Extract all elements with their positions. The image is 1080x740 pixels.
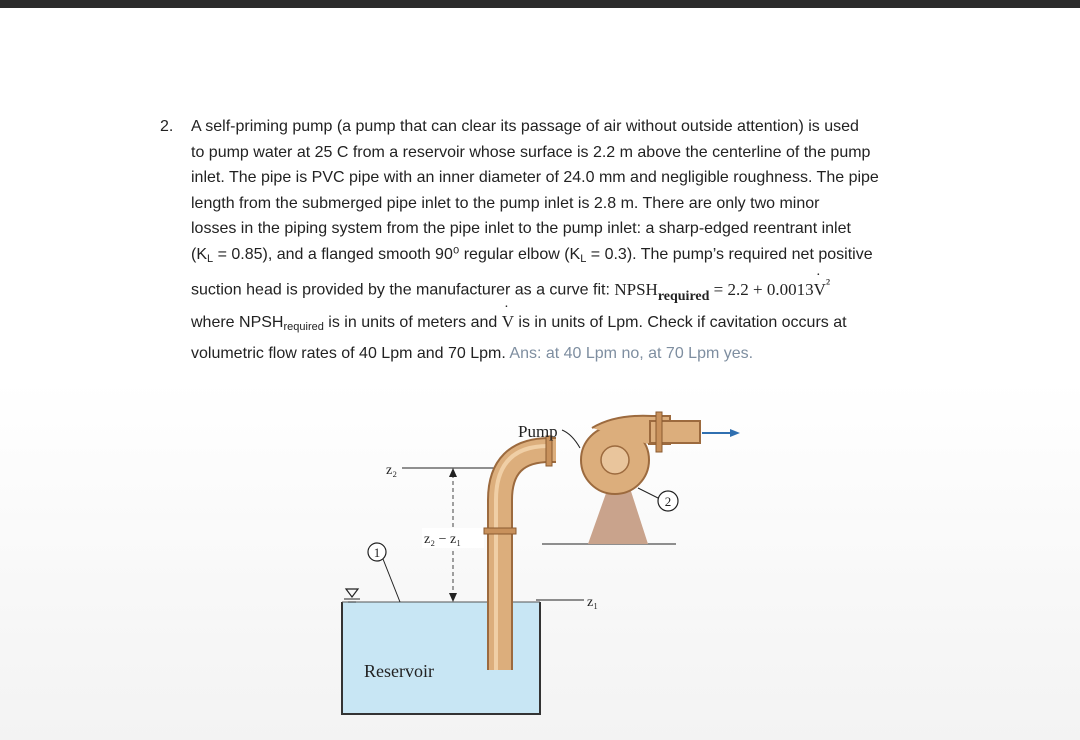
flow-rate-symbol: V ˙	[502, 309, 514, 335]
z1-label: z₁	[587, 595, 599, 610]
text-fragment: NPSH	[614, 279, 658, 299]
npsh-equation	[614, 276, 831, 304]
subscript: L	[207, 252, 214, 265]
height-difference-label: z₂ − z₁	[424, 532, 462, 547]
point-2-label: 2	[664, 494, 672, 509]
free-surface-symbol	[346, 589, 358, 597]
problem-line: inlet. The pipe is PVC pipe with an inner diameter of 24.0 mm and negligible roughness. The pipe	[191, 169, 879, 186]
flow-arrow-head	[730, 429, 740, 437]
problem-line: to pump water at 25 C from a reservoir whose surface is 2.2 m above the centerline of the pump	[191, 143, 871, 161]
text-fragment: where NPSH	[191, 314, 284, 332]
problem-line	[191, 341, 961, 367]
problem-number: 2.	[160, 118, 174, 135]
pump-label: Pump	[518, 422, 558, 441]
problem-line: length from the submerged pipe inlet to the pump inlet is 2.8 m. There are only two minor	[191, 194, 820, 212]
problem-line	[191, 242, 961, 273]
text-fragment: = 2.2 + 0.0013	[709, 279, 814, 299]
flow-rate-symbol: V ˙	[814, 277, 826, 303]
subscript: required	[657, 288, 710, 304]
text-fragment: suction head is provided by the manufacturer as a curve fit:	[191, 281, 615, 299]
subscript: L	[580, 252, 587, 265]
answer-text: Ans: at 40 Lpm no, at 70 Lpm yes.	[509, 344, 754, 362]
point-1-leader	[383, 559, 400, 602]
point-2-leader	[638, 488, 658, 498]
text-fragment: = 0.3). The pump’s required net positive	[586, 245, 873, 263]
text-fragment: volumetric flow rates of 40 Lpm and 70 Lpm.	[191, 344, 510, 362]
top-bar	[0, 0, 1080, 8]
text-fragment: is in units of meters and	[323, 314, 502, 332]
lower-flange	[484, 528, 516, 534]
problem-text	[191, 114, 961, 366]
problem-line: A self-priming pump (a pump that can clear its passage of air without outside attention) is used	[191, 118, 859, 135]
superscript: ²	[825, 276, 831, 292]
arrow-head-down	[449, 593, 457, 602]
point-1-label: 1	[373, 545, 381, 560]
text-fragment: (K	[191, 245, 207, 263]
subscript: required	[283, 321, 324, 334]
problem-line	[191, 309, 961, 341]
problem-line	[191, 272, 961, 309]
reservoir-label: Reservoir	[364, 661, 434, 681]
arrow-head-up	[449, 468, 457, 477]
text-fragment: = 0.85), and a flanged smooth 90⁰ regular elbow (K	[213, 245, 581, 263]
pump-impeller	[601, 446, 629, 474]
z2-label: z₂	[386, 463, 398, 478]
pump-diagram	[330, 400, 760, 720]
text-fragment: is in units of Lpm. Check if cavitation occurs at	[513, 314, 847, 332]
problem-line: losses in the piping system from the pipe inlet to the pump inlet: a sharp-edged reentrant inlet	[191, 220, 851, 237]
discharge-flange	[656, 412, 662, 452]
pump-leader	[562, 430, 580, 448]
